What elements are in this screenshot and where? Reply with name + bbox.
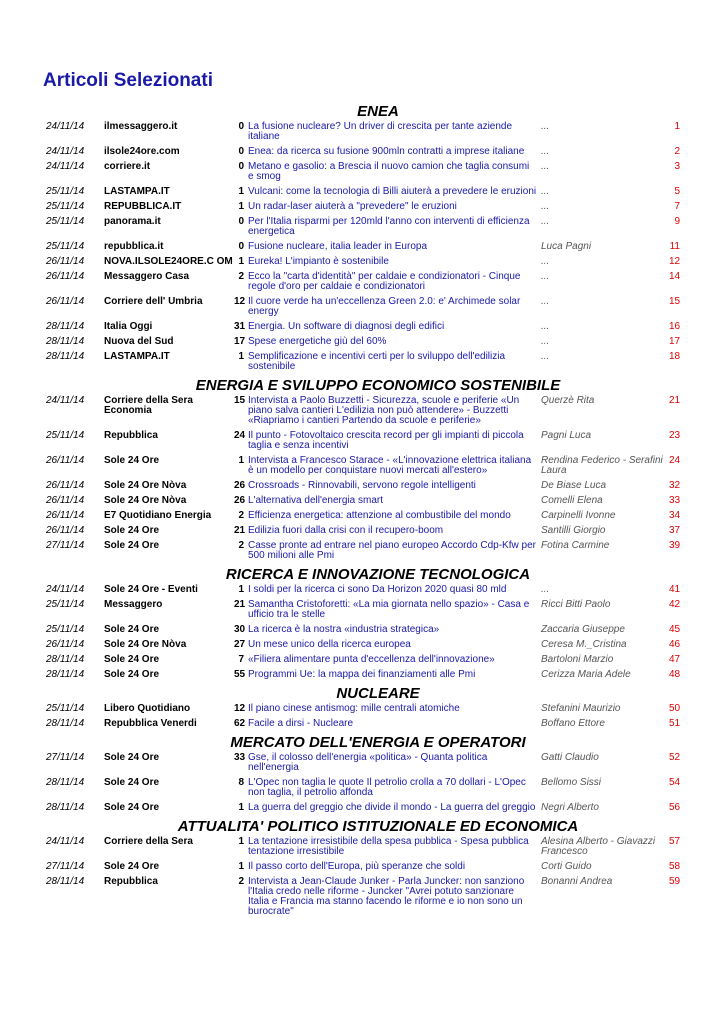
article-source: Italia Oggi	[104, 321, 153, 332]
article-source: Sole 24 Ore	[104, 861, 160, 872]
article-author: Bonanni Andrea	[541, 876, 613, 887]
article-title-link[interactable]: Gse, il colosso dell'energia «politica» - Quanta politica nell'energia	[248, 752, 488, 773]
article-author: ...	[541, 296, 550, 307]
article-row	[46, 337, 680, 347]
article-row	[46, 122, 680, 142]
article-date: 25/11/14	[46, 624, 85, 635]
article-page-number[interactable]: 23	[669, 430, 681, 441]
article-row	[46, 352, 680, 372]
article-author: ...	[541, 161, 550, 172]
article-title-link[interactable]: Vulcani: come la tecnologia di Billi aiuterà a prevedere le eruzioni	[248, 186, 537, 197]
article-page-number[interactable]: 48	[669, 669, 681, 680]
article-date: 28/11/14	[46, 351, 85, 362]
article-date: 25/11/14	[46, 599, 85, 610]
article-date: 28/11/14	[46, 876, 85, 887]
section-title: RICERCA E INNOVAZIONE TECNOLOGICA	[225, 566, 531, 583]
section	[46, 103, 680, 372]
article-row	[46, 481, 680, 491]
article-date: 24/11/14	[46, 146, 85, 157]
article-date: 25/11/14	[46, 216, 85, 227]
article-page-number[interactable]: 21	[669, 395, 681, 406]
article-author: Fotina Carmine	[541, 540, 610, 551]
article-title-link[interactable]: Casse pronte ad entrare nel piano europeo Accordo Cdp-Kfw per 500 milioni alle Pmi	[248, 540, 536, 561]
section-title: ATTUALITA' POLITICO ISTITUZIONALE ED ECONOMICA	[177, 818, 579, 835]
article-source: Sole 24 Ore Nòva	[104, 480, 187, 491]
article-row	[46, 242, 680, 252]
article-date: 26/11/14	[46, 480, 85, 491]
article-author: Carpinelli Ivonne	[541, 510, 616, 521]
article-date: 28/11/14	[46, 321, 85, 332]
article-date: 25/11/14	[46, 201, 85, 212]
article-source: panorama.it	[104, 216, 161, 227]
article-title-link[interactable]: Eureka! L'impianto è sostenibile	[248, 256, 389, 267]
article-page: 24	[234, 430, 246, 441]
article-author: ...	[541, 321, 550, 332]
article-date: 26/11/14	[46, 296, 85, 307]
article-row	[46, 257, 680, 267]
article-author: Negri Alberto	[541, 802, 599, 813]
article-page: 31	[234, 321, 246, 332]
article-author: ...	[541, 146, 550, 157]
article-date: 26/11/14	[46, 455, 85, 466]
article-author: ...	[541, 186, 550, 197]
article-page-number[interactable]: 47	[669, 654, 681, 665]
article-page-number[interactable]: 7	[674, 201, 680, 212]
article-title-link[interactable]: L'alternativa dell'energia smart	[248, 495, 383, 506]
article-author: Bellomo Sissi	[541, 777, 602, 788]
article-author: Alesina Alberto - Giavazzi Francesco	[541, 836, 656, 857]
article-source: Sole 24 Ore - Eventi	[104, 584, 198, 595]
article-title-link[interactable]: Intervista a Jean-Claude Junker - Parla Juncker: non sanziono l'Italia credo nelle riforme - Juncker "Avrei potuto sanzionare Italia e Francia ma stanno facendo le riforme e io non sono un burocrate"	[248, 876, 525, 917]
article-row	[46, 704, 680, 714]
article-page: 1	[238, 861, 244, 872]
article-page-number[interactable]: 1	[674, 121, 680, 132]
article-row	[46, 456, 680, 476]
article-source: Sole 24 Ore Nòva	[104, 495, 187, 506]
article-date: 24/11/14	[46, 395, 85, 406]
article-title-link[interactable]: Enea: da ricerca su fusione 900mln contratti a imprese italiane	[248, 146, 525, 157]
article-page: 2	[238, 271, 244, 282]
article-row	[46, 396, 680, 426]
article-date: 26/11/14	[46, 495, 85, 506]
article-row	[46, 625, 680, 635]
article-page-number[interactable]: 5	[674, 186, 680, 197]
article-source: E7 Quotidiano Energia	[104, 510, 212, 521]
article-row	[46, 496, 680, 506]
article-page: 1	[238, 836, 244, 847]
article-page-number[interactable]: 41	[669, 584, 681, 595]
article-source: Corriere della Sera Economia	[104, 395, 193, 416]
article-page-number[interactable]: 9	[674, 216, 680, 227]
article-author: ...	[541, 216, 550, 227]
article-source: Sole 24 Ore	[104, 455, 160, 466]
article-source: Repubblica	[104, 876, 158, 887]
article-row	[46, 670, 680, 680]
article-date: 27/11/14	[46, 861, 85, 872]
article-page: 7	[238, 654, 244, 665]
article-title-link[interactable]: La ricerca è la nostra «industria strategica»	[248, 624, 440, 635]
article-date: 28/11/14	[46, 654, 85, 665]
article-source: Corriere della Sera	[104, 836, 193, 847]
article-author: Gatti Claudio	[541, 752, 599, 763]
article-page-number[interactable]: 2	[674, 146, 680, 157]
article-title-link[interactable]: Il passo corto dell'Europa, più speranze che soldi	[248, 861, 466, 872]
article-page: 1	[238, 802, 244, 813]
article-page: 1	[238, 351, 244, 362]
article-row	[46, 803, 680, 813]
article-author: ...	[541, 121, 550, 132]
article-date: 26/11/14	[46, 639, 85, 650]
article-page: 12	[234, 296, 246, 307]
article-page: 26	[234, 480, 246, 491]
article-source: LASTAMPA.IT	[104, 186, 170, 197]
article-source: REPUBBLICA.IT	[104, 201, 182, 212]
article-date: 26/11/14	[46, 525, 85, 536]
article-page-number[interactable]: 18	[669, 351, 681, 362]
article-title-link[interactable]: Fusione nucleare, italia leader in Europa	[248, 241, 427, 252]
article-row	[46, 862, 680, 872]
article-source: Messaggero Casa	[104, 271, 190, 282]
article-page-number[interactable]: 15	[669, 296, 681, 307]
article-row	[46, 187, 680, 197]
article-row	[46, 753, 680, 773]
section-title: NUCLEARE	[336, 685, 420, 702]
article-title-link[interactable]: Energia. Un software di diagnosi degli edifici	[248, 321, 445, 332]
article-author: Boffano Ettore	[541, 718, 605, 729]
article-date: 28/11/14	[46, 802, 85, 813]
article-page: 2	[238, 540, 244, 551]
article-date: 25/11/14	[46, 241, 85, 252]
article-page: 1	[238, 186, 244, 197]
article-page: 1	[238, 201, 244, 212]
article-page: 0	[238, 161, 244, 172]
article-title-link[interactable]: I soldi per la ricerca ci sono Da Horizon 2020 quasi 80 mld	[248, 584, 507, 595]
article-date: 26/11/14	[46, 256, 85, 267]
article-page-number[interactable]: 12	[669, 256, 681, 267]
article-source: Repubblica Venerdi	[104, 718, 197, 729]
article-title-link[interactable]: L'Opec non taglia le quote Il petrolio crolla a 70 dollari - L'Opec non taglia, il petrolio affonda	[248, 777, 526, 798]
article-page: 2	[238, 510, 244, 521]
article-page: 30	[234, 624, 246, 635]
article-author: Querzè Rita	[541, 395, 595, 406]
article-author: Corti Guido	[541, 861, 592, 872]
article-title-link[interactable]: La tentazione irresistibile della spesa pubblica - Spesa pubblica tentazione irresistibile	[248, 836, 529, 857]
article-row	[46, 526, 680, 536]
article-row	[46, 655, 680, 665]
article-page-number[interactable]: 24	[669, 455, 681, 466]
article-page: 12	[234, 703, 246, 714]
article-source: ilsole24ore.com	[104, 146, 180, 157]
article-author: Luca Pagni	[541, 241, 592, 252]
article-row	[46, 322, 680, 332]
article-source: Sole 24 Ore	[104, 669, 160, 680]
article-title-link[interactable]: Il cuore verde ha un'eccellenza Green 2.0: e' Archimede solar energy	[248, 296, 521, 317]
article-row	[46, 778, 680, 798]
article-row	[46, 719, 680, 729]
article-page: 21	[234, 599, 246, 610]
article-page: 2	[238, 876, 244, 887]
articles-list	[46, 102, 680, 922]
article-author: Ricci Bitti Paolo	[541, 599, 611, 610]
article-source: Sole 24 Ore Nòva	[104, 639, 187, 650]
section-title: ENEA	[357, 103, 399, 120]
article-page-number[interactable]: 56	[669, 802, 681, 813]
article-title-link[interactable]: «Filiera alimentare punta d'eccellenza dell'innovazione»	[248, 654, 495, 665]
article-source: Sole 24 Ore	[104, 624, 160, 635]
article-source: corriere.it	[104, 161, 151, 172]
article-page: 0	[238, 121, 244, 132]
article-author: Cerizza Maria Adele	[541, 669, 631, 680]
article-page-number[interactable]: 52	[669, 752, 681, 763]
article-page-number[interactable]: 14	[669, 271, 681, 282]
article-page-number[interactable]: 37	[669, 525, 681, 536]
article-source: Messaggero	[104, 599, 163, 610]
article-title-link[interactable]: Per l'Italia risparmi per 120mld l'anno con interventi di efficienza energetica	[248, 216, 530, 237]
article-author: Zaccaria Giuseppe	[541, 624, 625, 635]
article-date: 24/11/14	[46, 836, 85, 847]
article-author: Stefanini Maurizio	[541, 703, 621, 714]
article-page-number[interactable]: 45	[669, 624, 681, 635]
article-source: ilmessaggero.it	[104, 121, 178, 132]
article-row	[46, 640, 680, 650]
article-author: Santilli Giorgio	[541, 525, 606, 536]
section	[46, 734, 680, 813]
article-row	[46, 272, 680, 292]
article-page-number[interactable]: 16	[669, 321, 681, 332]
section	[46, 685, 680, 729]
article-author: ...	[541, 351, 550, 362]
article-title-link[interactable]: Il piano cinese antismog: mille centrali atomiche	[248, 703, 460, 714]
article-page-number[interactable]: 32	[669, 480, 681, 491]
article-source: Libero Quotidiano	[104, 703, 191, 714]
article-date: 26/11/14	[46, 271, 85, 282]
article-source: Nuova del Sud	[104, 336, 174, 347]
article-source: Sole 24 Ore	[104, 777, 160, 788]
article-page: 17	[234, 336, 246, 347]
article-page-number[interactable]: 42	[669, 599, 681, 610]
article-page-number[interactable]: 51	[669, 718, 681, 729]
article-author: Bartoloni Marzio	[541, 654, 614, 665]
article-source: Repubblica	[104, 430, 158, 441]
article-title-link[interactable]: Un radar-laser aiuterà a "prevedere" le eruzioni	[248, 201, 457, 212]
article-title-link[interactable]: Edilizia fuori dalla crisi con il recupero-boom	[248, 525, 444, 536]
article-date: 24/11/14	[46, 584, 85, 595]
article-row	[46, 431, 680, 451]
article-title-link[interactable]: Efficienza energetica: attenzione al combustibile del mondo	[248, 510, 511, 521]
article-page: 1	[238, 256, 244, 267]
article-row	[46, 162, 680, 182]
article-author: ...	[541, 201, 550, 212]
page-title: Articoli Selezionati	[43, 70, 213, 91]
article-date: 26/11/14	[46, 510, 85, 521]
article-page: 15	[234, 395, 246, 406]
article-row	[46, 585, 680, 595]
article-title-link[interactable]: Intervista a Paolo Buzzetti - Sicurezza, scuole e periferie «Un piano salva cantieri L'edilizia non può attendere» - Buzzetti «Riapriamo i cantieri Partendo da scuole e periferie»	[248, 395, 520, 426]
article-date: 25/11/14	[46, 703, 85, 714]
article-page: 0	[238, 241, 244, 252]
article-page-number[interactable]: 54	[669, 777, 681, 788]
article-title-link[interactable]: La fusione nucleare? Un driver di crescita per tante aziende italiane	[248, 121, 513, 142]
section	[46, 566, 680, 680]
article-author: ...	[541, 336, 550, 347]
article-row	[46, 877, 680, 917]
article-page: 62	[234, 718, 246, 729]
article-page: 0	[238, 216, 244, 227]
article-date: 28/11/14	[46, 777, 85, 788]
article-source: Corriere dell' Umbria	[104, 296, 203, 307]
article-row	[46, 837, 680, 857]
article-date: 28/11/14	[46, 669, 85, 680]
article-author: ...	[541, 256, 550, 267]
article-page: 1	[238, 584, 244, 595]
article-source: LASTAMPA.IT	[104, 351, 170, 362]
section	[46, 377, 680, 561]
article-source: NOVA.ILSOLE24ORE.C OM	[104, 256, 233, 267]
article-source: Sole 24 Ore	[104, 752, 160, 763]
article-title-link[interactable]: Samantha Cristoforetti: «La mia giornata nello spazio» - Casa e ufficio tra le stelle	[248, 599, 530, 620]
article-row	[46, 541, 680, 561]
article-source: Sole 24 Ore	[104, 540, 160, 551]
article-page-number[interactable]: 57	[669, 836, 681, 847]
article-date: 25/11/14	[46, 430, 85, 441]
article-page: 0	[238, 146, 244, 157]
article-row	[46, 297, 680, 317]
article-author: Rendina Federico - Serafini Laura	[541, 455, 663, 476]
article-title-link[interactable]: Spese energetiche giù del 60%	[248, 336, 387, 347]
article-date: 28/11/14	[46, 336, 85, 347]
article-source: Sole 24 Ore	[104, 654, 160, 665]
article-page-number[interactable]: 17	[669, 336, 681, 347]
section-title: MERCATO DELL'ENERGIA E OPERATORI	[230, 734, 526, 751]
section	[46, 818, 680, 917]
article-title-link[interactable]: Metano e gasolio: a Brescia il nuovo camion che taglia consumi e smog	[248, 161, 530, 182]
article-author: Comelli Elena	[541, 495, 603, 506]
article-date: 28/11/14	[46, 718, 85, 729]
article-date: 27/11/14	[46, 752, 85, 763]
article-page-number[interactable]: 39	[669, 540, 681, 551]
article-date: 27/11/14	[46, 540, 85, 551]
article-page: 33	[234, 752, 246, 763]
article-title-link[interactable]: Intervista a Francesco Starace - «L'innovazione elettrica italiana è un modello per conquistare nuovi mercati all'estero»	[248, 455, 532, 476]
article-title-link[interactable]: Ecco la "carta d'identità" per caldaie e condizionatori - Cinque regole d'oro per caldaie e condizionatori	[248, 271, 521, 292]
article-source: Sole 24 Ore	[104, 525, 160, 536]
article-row	[46, 511, 680, 521]
article-author: ...	[541, 584, 550, 595]
article-source: Sole 24 Ore	[104, 802, 160, 813]
article-author: ...	[541, 271, 550, 282]
article-title-link[interactable]: Programmi Ue: la mappa dei finanziamenti alle Pmi	[248, 669, 476, 680]
article-page: 8	[238, 777, 244, 788]
article-page: 1	[238, 455, 244, 466]
article-title-link[interactable]: Facile a dirsi - Nucleare	[248, 718, 354, 729]
article-author: Pagni Luca	[541, 430, 592, 441]
article-date: 24/11/14	[46, 121, 85, 132]
article-page-number[interactable]: 34	[669, 510, 681, 521]
article-page-number[interactable]: 59	[669, 876, 681, 887]
article-page-number[interactable]: 50	[669, 703, 681, 714]
article-author: Ceresa M._Cristina	[541, 639, 627, 650]
article-row	[46, 202, 680, 212]
article-source: repubblica.it	[104, 241, 164, 252]
article-row	[46, 147, 680, 157]
article-page: 27	[234, 639, 246, 650]
article-title-link[interactable]: Un mese unico della ricerca europea	[248, 639, 411, 650]
article-page: 55	[234, 669, 246, 680]
article-page-number[interactable]: 46	[669, 639, 681, 650]
article-author: De Biase Luca	[541, 480, 607, 491]
article-title-link[interactable]: Il punto - Fotovoltaico crescita record per gli impianti di piccola taglia e senza incentivi	[248, 430, 524, 451]
article-date: 24/11/14	[46, 161, 85, 172]
article-page: 26	[234, 495, 246, 506]
article-title-link[interactable]: Semplificazione e incentivi certi per lo sviluppo dell'edilizia sostenibile	[248, 351, 506, 372]
article-title-link[interactable]: Crossroads - Rinnovabili, servono regole intelligenti	[248, 480, 476, 491]
article-title-link[interactable]: La guerra del greggio che divide il mondo - La guerra del greggio	[248, 802, 536, 813]
article-page: 21	[234, 525, 246, 536]
article-page-number[interactable]: 33	[669, 495, 681, 506]
article-date: 25/11/14	[46, 186, 85, 197]
article-page-number[interactable]: 11	[669, 241, 680, 252]
article-row	[46, 217, 680, 237]
article-row	[46, 600, 680, 620]
article-page-number[interactable]: 58	[669, 861, 681, 872]
article-page-number[interactable]: 3	[674, 161, 680, 172]
section-title: ENERGIA E SVILUPPO ECONOMICO SOSTENIBILE	[195, 377, 561, 394]
